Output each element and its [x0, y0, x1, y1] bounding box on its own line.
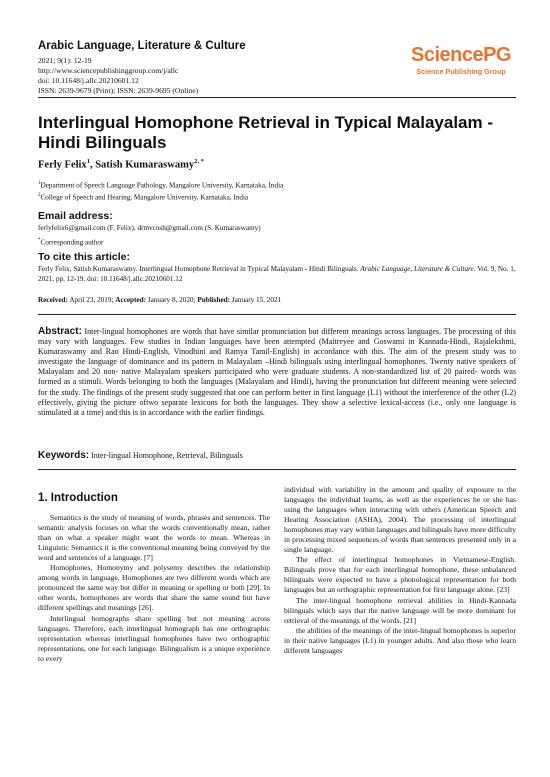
left-column: [38, 489, 270, 664]
issue-info: 2021; 9(1): 12-19: [38, 56, 92, 65]
author-1: Ferly Felix: [38, 159, 87, 171]
logo-brand: SciencePG: [410, 44, 511, 66]
corresponding-note: *Corresponding author: [38, 238, 104, 247]
intro-paragraph-5: The inter-lingual homophone retrieval abilities in Hindi-Kannada bilinguals which says that the native language will be more dominant for retrieval of the meanings of the words. [21]: [284, 595, 516, 625]
issn-line: ISSN: 2639-9679 (Print); ISSN: 2639-9695 (Online): [38, 86, 199, 95]
paper-title: Interlingual Homophone Retrieval in Typical Malayalam - Hindi Bilinguals: [38, 113, 494, 152]
right-column: [284, 485, 516, 656]
citation-text: Ferly Felix, Satish Kumaraswamy. Interlingual Homophone Retrieval in Typical Malayalam - Hindi Bilinguals. Arabic Language, Literature & Culture. Vol. 9, No. 1, 2021, pp. 12-19. doi: 10.11648/j.allc.20210601.12: [38, 265, 516, 283]
keywords: [38, 450, 243, 461]
intro-paragraph-3: Interlingual homographs share spelling but not meaning across languages. Therefore, each interlingual homograph has one orthographic representation whereas interlingual homophones have two orthographic representations, one for each language. Bilingualism is a unique experience to every: [38, 613, 270, 663]
email-addresses[interactable]: ferlyfelix6@gmail.com (F. Felix), drmvcosh@gmail.com (S. Kumaraswamy): [38, 224, 261, 232]
intro-paragraph-2: Homophones, Homonymy and polysemy describes the relationship among words in language. Homophones are two different words which are pronounced the same way but differ in meaning or spelling or both [29]. In other words, homophones are words that share the same sound but have different spellings and meanings [26].: [38, 563, 270, 613]
abstract-text: Inter-lingual homophones are words that have similar pronunciation but different meanings across languages. The processing of this may vary with languages. Few studies in Indian languages have been attempted (Maitreyee and Goswami in Kannada-Hindi, Rajalekshmi, Kumaraswamy and Rao Hindi-English, Vinodhini and Ramya Tamil-English) in accordance with this. The aim of the present study was to investigate the language of dominance and its pattern in Malayalam –Hindi bilinguals using interlingual homophones. Twenty native speakers of Malayalam and 20 non- native Malayalam speakers participated who were graduate students. A non-standardized list of 20 paired- words was formed as a stimuli. Words belonging to both the languages (Malayalam and Hindi), having the pronunciation but different meaning were selected for the study. The findings of the present study suggested that one can perform better in first language (L1) without the interference of the other (L2) effectively, giving the picture oftwo separate lexicons for both the languages. They show a selective lexical-access (i.e., only one language is stimulated at a time) and this is in accordance with the earlier findings.: [38, 327, 516, 417]
doi-line: doi: 10.11648/j.allc.20210601.12: [38, 76, 139, 85]
affiliation-1: $^1$Department of Speech Language Pathology, Mangalore University, Karnataka, India: [38, 181, 284, 190]
author-1-affil: 1: [86, 158, 90, 165]
abstract-divider: [38, 314, 516, 315]
intro-paragraph-6: the abilities of the meanings of the inter-lingual homophones is superior in their native languages (L1) in younger adults. And also those who learn different languages: [284, 625, 516, 655]
keywords-text: Inter-lingual Homophone, Retrieval, Bilinguals: [89, 451, 243, 460]
article-dates: Received: April 23, 2019; Accepted: January 8, 2020; Published: January 15, 2021: [38, 296, 282, 304]
header-divider: [38, 97, 516, 98]
author-2-affil: 2, *: [194, 158, 204, 165]
publisher-logo: [406, 44, 516, 76]
email-heading: Email address:: [38, 210, 113, 222]
logo-subtitle: Science Publishing Group: [416, 67, 506, 76]
keywords-heading: Keywords:: [38, 450, 90, 461]
citation-journal: Arabic Language, Literature & Culture: [360, 265, 474, 273]
journal-url[interactable]: http://www.sciencepublishinggroup.com/j/allc: [38, 66, 179, 75]
intro-paragraph-3-cont: individual with variability in the amount and quality of exposure to the languages the individual learns, as well as the experiences he or she has using the languages when interacting with others (American Speech and Hearing Association (ASHA), 2004). The processing of interlingual homophones may vary within languages and bilinguals have more difficulty in processing mixed sequences of words than sentences presented only in a single language.: [284, 485, 516, 555]
abstract: [38, 327, 516, 418]
body-divider: [38, 469, 516, 470]
affiliation-2: $^2$College of Speech and Hearing, Mangalore University, Karnataka, India: [38, 193, 249, 202]
intro-paragraph-1: Semantics is the study of meaning of words, phrases and sentences. The semantic analysis focuses on what the words conventionally mean, rather than on what a speaker might want the words to mean. Whereas in Linguistic Semantics it is the conventional meaning being conveyed by the word and sentences of a language. [7]: [38, 513, 270, 563]
journal-name: Arabic Language, Literature & Culture: [38, 40, 246, 52]
journal-header: [38, 40, 516, 96]
cite-heading: To cite this article:: [38, 251, 130, 263]
section-heading-introduction: 1. Introduction: [38, 492, 118, 504]
abstract-heading: Abstract:: [38, 326, 82, 337]
author-line: Ferly Felix$^1$, Satish Kumaraswamy$^{2, *}$: [38, 158, 204, 171]
intro-paragraph-4: The effect of interlingual homophones in Vietnamese-English. Bilinguals prove that for each interlingual homophone, these unbalanced bilinguals were expected to have a phonological representation for both languages but an orthographic representation for first language alone. [23]: [284, 555, 516, 595]
author-2: Satish Kumaraswamy: [95, 159, 195, 171]
